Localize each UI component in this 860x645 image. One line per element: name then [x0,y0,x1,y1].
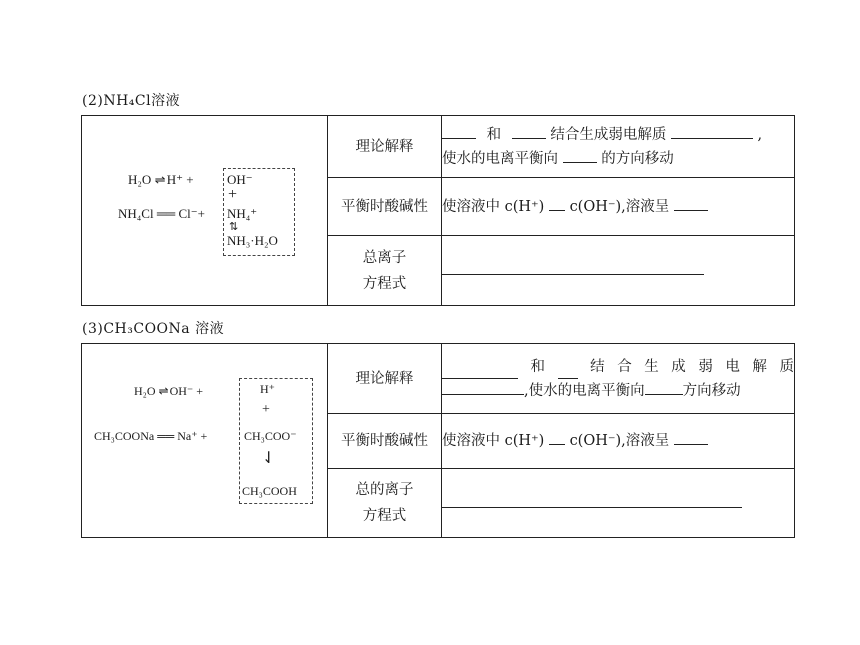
acidity-content: 使溶液中 c(H⁺) c(OH⁻),溶液呈 [442,414,795,469]
blank-6[interactable] [674,196,708,211]
ionic-eq-content [442,469,795,538]
answer-line[interactable] [442,507,742,508]
blank-1[interactable] [442,364,518,379]
label-theory: 理论解释 [328,344,442,414]
label-ionic-eq: 总离子 方程式 [328,236,442,306]
eq-plus: + [228,186,238,203]
label-theory: 理论解释 [328,116,442,178]
eq-nh3-h2o: NH₃·H₂O [227,233,278,248]
ch3coona-hydrolysis-diagram: H₂O ⇌ OH⁻ + CH₃COONa ══ Na⁺ + H⁺ + CH₃COO⁻ ⇃ CH₃COOH [82,344,328,538]
blank-2[interactable] [512,124,546,139]
blank-2[interactable] [558,364,578,379]
theory-content: 和 结 合 生 成 弱 电 解 质 ,使水的电离平衡向 方向移动 [442,344,795,414]
ionic-eq-content [442,236,795,306]
down-equilibrium-arrow-icon: ⇅ [229,221,239,233]
blank-5[interactable] [549,430,565,445]
ch3coona-table [81,343,795,538]
acidity-content: 使溶液中 c(H⁺) c(OH⁻),溶液呈 [442,178,795,236]
eq-cl-minus: Cl⁻+ [178,206,205,221]
theory-content: 和 结合生成弱电解质 , 使水的电离平衡向 的方向移动 [442,116,795,178]
eq-h-plus: H⁺ + [166,172,194,187]
blank-6[interactable] [674,430,708,445]
nh4cl-hydrolysis-diagram [82,116,328,306]
eq-h2o: H₂O [128,172,152,187]
section-3-title: (3)CH₃COONa 溶液 [82,321,225,337]
blank-1[interactable] [442,124,476,139]
eq-nh4cl: NH₄Cl [118,206,154,221]
label-acidity: 平衡时酸碱性 [328,414,442,469]
eq-nh4-plus: NH₄⁺ [227,206,258,221]
blank-4[interactable] [563,148,597,163]
label-acidity: 平衡时酸碱性 [328,178,442,236]
section-2-title: (2)NH₄Cl溶液 [82,93,181,109]
eq-oh-minus: OH⁻ [227,172,253,187]
down-equilibrium-arrow-icon: ⇃ [262,450,276,467]
blank-4[interactable] [645,380,683,395]
blank-3[interactable] [442,380,524,395]
answer-line[interactable] [442,274,704,275]
blank-5[interactable] [549,196,565,211]
ionization-arrow-icon: ══ [156,206,176,221]
label-ionic-eq: 总的离子 方程式 [328,469,442,538]
blank-3[interactable] [671,124,753,139]
ionization-arrow-icon: ══ [157,429,175,443]
equilibrium-arrow-icon: ⇌ [158,384,167,398]
equilibrium-arrow-icon: ⇌ [154,172,164,187]
nh4cl-table [81,115,795,306]
